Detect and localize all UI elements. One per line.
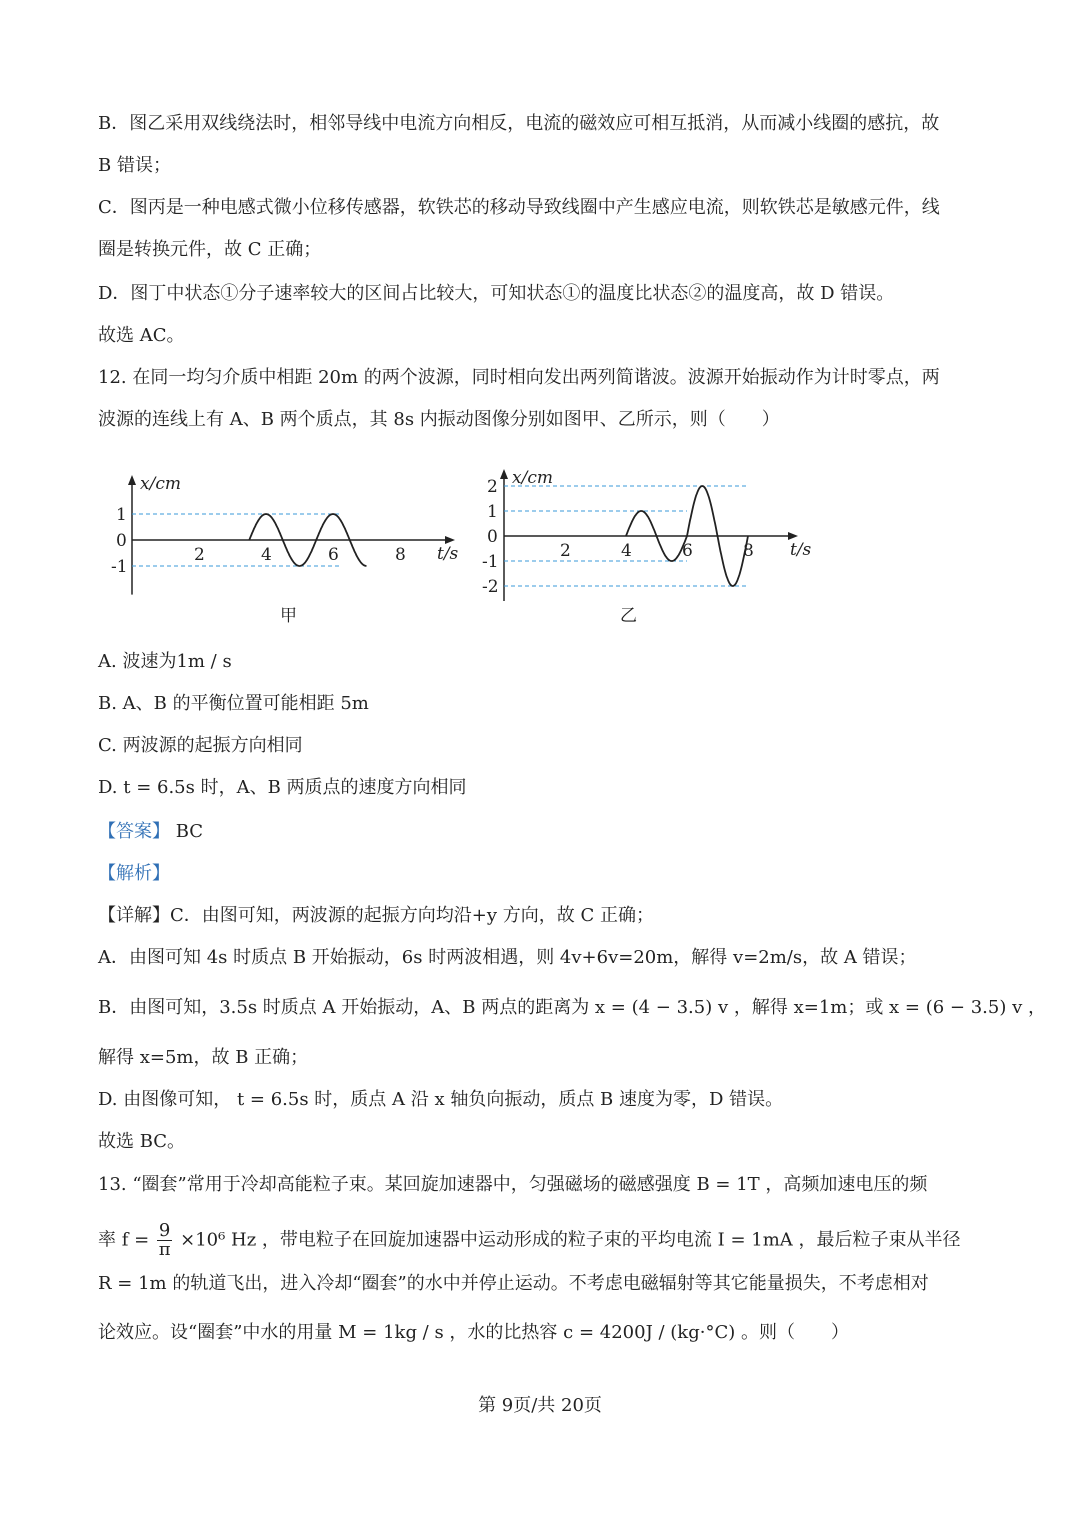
q12-answer-row xyxy=(98,820,203,844)
y-axis-label: x/cm xyxy=(140,474,181,494)
prev-option-d-line: D．图丁中状态①分子速率较大的区间占比较大，可知状态①的温度比状态②的温度高，故 D 错误。 xyxy=(98,283,895,304)
x-axis-arrow xyxy=(788,532,798,540)
q12-option-b: B. A、B 的平衡位置可能相距 5m xyxy=(98,693,369,714)
chart-jia xyxy=(100,465,470,635)
chart-yi xyxy=(470,465,830,635)
prev-choose: 故选 AC。 xyxy=(98,325,185,346)
y-tick-label: 1 xyxy=(487,502,498,522)
y-tick-label: -1 xyxy=(111,557,128,577)
prev-option-b-line2: B 错误； xyxy=(98,155,171,176)
answer-tag: 【答案】 xyxy=(98,821,170,842)
q13-stem-line4: 论效应。设“圈套”中水的用量 M = 1kg / s ，水的比热容 c = 4200J / (kg·°C) 。则（ ） xyxy=(98,1322,849,1343)
analysis-tag: 【解析】 xyxy=(98,863,170,884)
x-tick-label: 8 xyxy=(743,541,754,561)
x-tick-label: 2 xyxy=(560,541,571,561)
q12-detail-a: A．由图可知 4s 时质点 B 开始振动，6s 时两波相遇，则 4v+6v=20m，解得 v=2m/s，故 A 错误； xyxy=(98,947,917,968)
q13-stem-line2 xyxy=(98,1222,961,1259)
q12-detail-d: D. 由图像可知， t = 6.5s 时，质点 A 沿 x 轴负向振动，质点 B 速度为零，D 错误。 xyxy=(98,1089,784,1110)
y-axis-label: x/cm xyxy=(512,468,553,488)
x-tick-label: 4 xyxy=(261,545,272,565)
q12-option-d: D. t = 6.5s 时，A、B 两质点的速度方向相同 xyxy=(98,777,467,798)
fraction-denominator: π xyxy=(158,1239,171,1260)
q13-stem-line3: R = 1m 的轨道飞出，进入冷却“圈套”的水中并停止运动。不考虑电磁辐射等其它能量损失，不考虑相对 xyxy=(98,1273,929,1294)
y-tick-label: 0 xyxy=(116,531,127,551)
q13-freq-prefix: 率 f = xyxy=(98,1229,150,1251)
x-axis-arrow xyxy=(445,536,455,544)
x-tick-label: 2 xyxy=(194,545,205,565)
q12-option-a: A. 波速为1m / s xyxy=(98,651,232,672)
y-axis-arrow xyxy=(128,475,136,485)
q13-freq-suffix: ×10⁶ Hz ，带电粒子在回旋加速器中运动形成的粒子束的平均电流 I = 1mA ，最后粒子束从半径 xyxy=(180,1229,961,1251)
q13-stem-line1: 13. “圈套”常用于冷却高能粒子束。某回旋加速器中，匀强磁场的磁感强度 B = 1T ，高频加速电压的频 xyxy=(98,1174,928,1195)
q12-detail-b1: B．由图可知，3.5s 时质点 A 开始振动，A、B 两点的距离为 x = (4 − 3.5) v ，解得 x=1m；或 x = (6 − 3.5) v ， xyxy=(98,997,1046,1018)
q12-detail-b2: 解得 x=5m，故 B 正确； xyxy=(98,1047,309,1068)
y-axis-arrow xyxy=(500,469,508,479)
y-tick-label: -1 xyxy=(482,552,499,572)
page-footer: 第 9页/共 20页 xyxy=(478,1395,602,1416)
x-tick-label: 6 xyxy=(682,541,693,561)
q12-stem-line1: 12. 在同一均匀介质中相距 20m 的两个波源，同时相向发出两列简谐波。波源开始振动作为计时零点，两 xyxy=(98,367,940,388)
q12-detail-c-row xyxy=(98,904,654,928)
q12-option-c: C. 两波源的起振方向相同 xyxy=(98,735,303,756)
x-tick-label: 4 xyxy=(621,541,632,561)
detail-c: C．由图可知，两波源的起振方向均沿+y 方向，故 C 正确； xyxy=(170,905,654,926)
prev-option-c-line2: 圈是转换元件，故 C 正确； xyxy=(98,239,322,260)
y-tick-label: 1 xyxy=(116,505,127,525)
q12-analysis-row xyxy=(98,862,170,886)
q12-choose: 故选 BC。 xyxy=(98,1131,186,1152)
fraction-numerator: 9 xyxy=(158,1220,171,1241)
chart-caption: 甲 xyxy=(280,606,297,626)
x-tick-label: 6 xyxy=(328,545,339,565)
detail-tag: 【详解】 xyxy=(98,905,170,926)
y-tick-label: 0 xyxy=(487,527,498,547)
x-axis-label: t/s xyxy=(437,544,459,564)
q12-stem-line2: 波源的连线上有 A、B 两个质点，其 8s 内振动图像分别如图甲、乙所示，则（ ） xyxy=(98,409,780,430)
chart-caption: 乙 xyxy=(620,606,637,626)
prev-option-c-line1: C．图丙是一种电感式微小位移传感器，软铁芯的移动导致线圈中产生感应电流，则软铁芯是敏感元件，线 xyxy=(98,197,940,218)
y-tick-label: 2 xyxy=(487,477,498,497)
frequency-fraction xyxy=(157,1222,172,1259)
y-tick-label: -2 xyxy=(482,577,499,597)
x-tick-label: 8 xyxy=(395,545,406,565)
x-axis-label: t/s xyxy=(790,540,812,560)
prev-option-b-line1: B．图乙采用双线绕法时，相邻导线中电流方向相反，电流的磁效应可相互抵消，从而减小线圈的感抗，故 xyxy=(98,113,940,134)
answer-value: BC xyxy=(175,821,204,842)
